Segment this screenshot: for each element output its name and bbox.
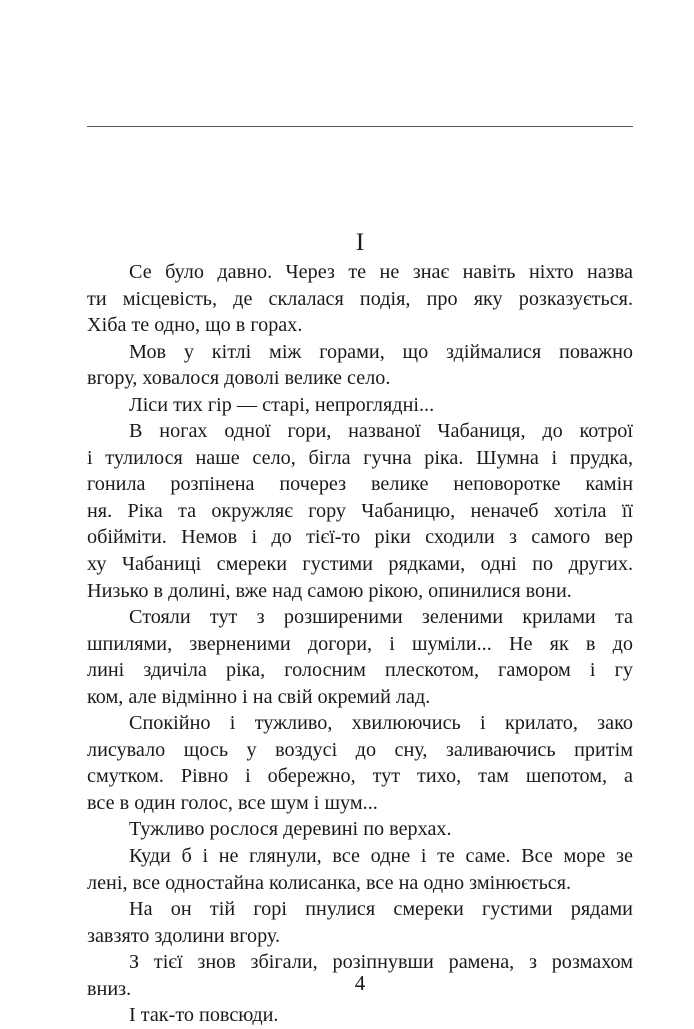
text-line: Стояли тут з розширеними зеленими крилами та [129, 606, 633, 629]
text-line: вгору, ховалося доволі велике село. [87, 367, 391, 390]
text-line: все в один голос, все шум і шум... [87, 791, 378, 814]
header-rule [87, 126, 633, 127]
text-line: І так-то повсюди. [129, 1004, 279, 1027]
text-line: лині здичіла ріка, голосним плескотом, гамором і гу [87, 659, 633, 682]
text-line: шпилями, зверненими догори, і шуміли... Не як в до [87, 632, 633, 655]
text-line: ня. Ріка та окружляє гору Чабаницю, неначеб хотіла її [87, 499, 633, 522]
text-line: Низько в долині, вже над самою рікою, опинилися вони. [87, 579, 572, 602]
text-line: завзято здолини вгору. [87, 924, 281, 947]
text-line: На он тій горі пнулися смереки густими рядами [129, 898, 633, 921]
text-line: смутком. Рівно і обережно, тут тихо, там шепотом, а [87, 765, 633, 788]
text-line: ком, але відмінно і на свій окремий лад. [87, 685, 431, 708]
page-number: 4 [354, 971, 366, 995]
text-line: В ногах одної гори, названої Чабаниця, до котрої [129, 420, 633, 443]
text-line: Спокійно і тужливо, хвилюючись і крилато, зако [129, 712, 633, 735]
text-line: вниз. [87, 977, 132, 1000]
text-line: Ліси тих гір — старі, непроглядні... [129, 393, 435, 416]
text-line: гонила розпінена почерез велике неповоротке камін [87, 473, 633, 496]
text-line: лисувало щось у воздусі до сну, заливаючись притім [87, 738, 633, 761]
text-line: ху Чабаниці смереки густими рядками, одні по других. [87, 553, 633, 576]
text-line: Тужливо рослося деревині по верхах. [129, 818, 452, 841]
text-line: і тулилося наше село, бігла гучна ріка. Шумна і прудка, [87, 446, 633, 469]
text-line: З тієї знов збігали, розіпнувши рамена, з розмахом [129, 951, 633, 974]
text-line: Куди б і не глянули, все одне і те саме. Все море зе [129, 845, 633, 868]
text-line: Хіба те одно, що в горах. [87, 314, 303, 337]
text-line: ти місцевість, де склалася подія, про яку розказується. [87, 287, 633, 310]
body-text [87, 259, 633, 1029]
chapter-heading: I [355, 229, 365, 256]
text-line: Се було давно. Через те не знає навіть ніхто назва [129, 261, 633, 283]
text-line: лені, все одностайна колисанка, все на одно змінюється. [87, 871, 572, 894]
text-line: Мов у кітлі між горами, що здіймалися поважно [129, 340, 633, 363]
text-line: обійміти. Немов і до тієї-то ріки сходили з самого вер [87, 526, 633, 549]
